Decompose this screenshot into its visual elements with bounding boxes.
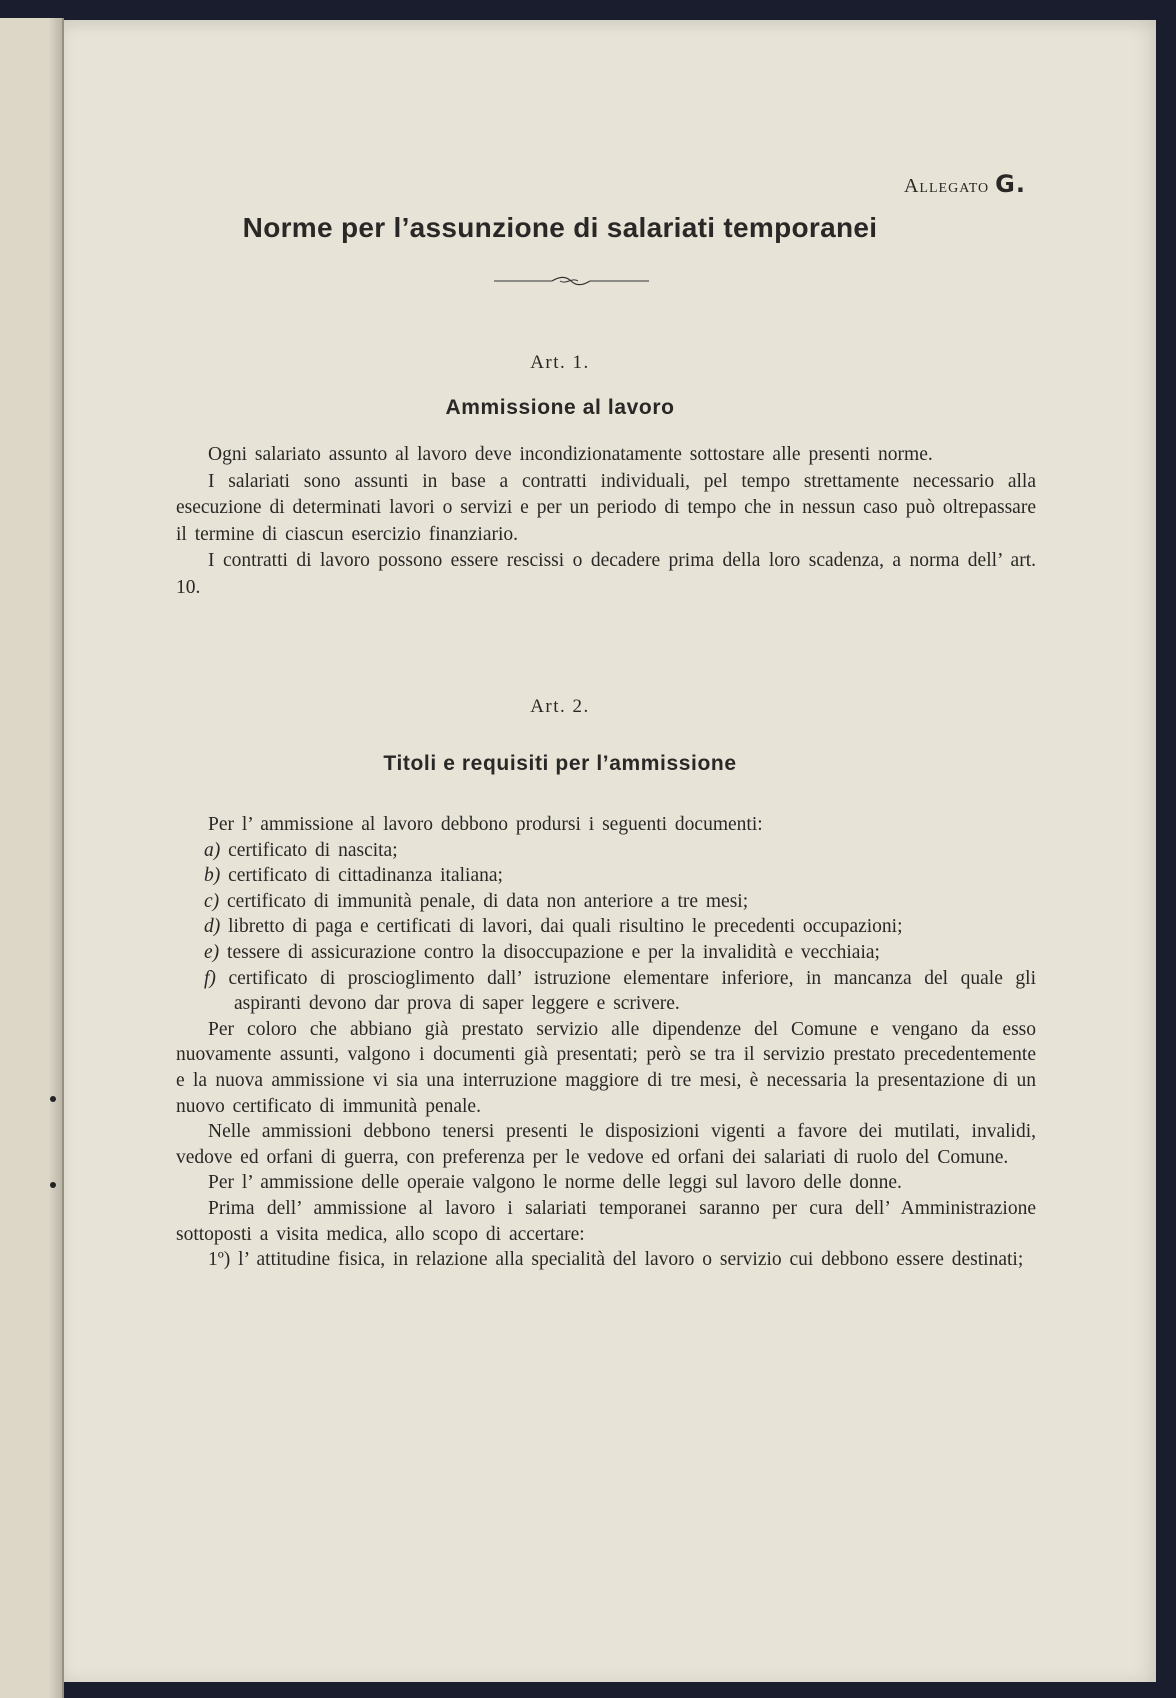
list-item-label: f) xyxy=(204,967,216,989)
documents-intro: Per l’ ammissione al lavoro debbono prodursi i seguenti documenti: xyxy=(208,814,763,835)
paragraph-text: 1º) l’ attitudine fisica, in relazione alla specialità del lavoro o servizio cui debbono essere destinati; xyxy=(208,1249,1024,1271)
paragraph: Per coloro che abbiano già prestato servizio alle dipendenze del Comune e vengano da esso nuovamente assunti, valgono i documenti già presentati; però se tra il servizio prestato precedentemente e la nuova ammissione vi sia una interruzione maggiore di tre mesi, è necessaria la presentazione di un nuovo certificato di immunità penale. xyxy=(176,1018,1036,1117)
paragraph: I salariati sono assunti in base a contratti individuali, pel tempo strettamente necessario alla esecuzione di determinati lavori o servizi e per un periodo di tempo che in nessun caso può oltrepassare il termine di ciascun esercizio finanziario. xyxy=(176,470,1036,545)
article-2-label: Art. 2. xyxy=(530,696,590,717)
article-1-body xyxy=(176,442,1036,601)
article-2-body xyxy=(176,812,1036,1273)
list-item-text: certificato di nascita; xyxy=(228,839,398,861)
annex-label xyxy=(904,170,1026,198)
document-page xyxy=(64,20,1156,1682)
paragraph xyxy=(176,1247,1036,1273)
list-item-text: certificato di cittadinanza italiana; xyxy=(228,865,503,887)
list-item-label: b) xyxy=(204,865,221,887)
list-item-text: certificato di proscioglimento dall’ istruzione elementare inferiore, in mancanza del quale gli aspiranti devono dar prova di saper leggere e scrivere. xyxy=(228,967,1036,1015)
list-item xyxy=(176,914,1036,940)
article-1-heading: Ammissione al lavoro xyxy=(445,396,675,419)
paragraph: Prima dell’ ammissione al lavoro i salariati temporanei saranno per cura dell’ Amministrazione sottoposti a visita medica, allo scopo di accertare: xyxy=(176,1197,1036,1245)
paragraph: Per l’ ammissione delle operaie valgono le norme delle leggi sul lavoro delle donne. xyxy=(208,1172,902,1194)
annex-word: Allegato xyxy=(903,175,990,197)
list-item-text: tessere di assicurazione contro la disoccupazione e per la invalidità e vecchiaia; xyxy=(227,941,880,963)
list-item-label: c) xyxy=(204,890,220,912)
list-item-label: a) xyxy=(204,839,221,861)
list-item-label: e) xyxy=(204,941,220,963)
list-item xyxy=(176,966,1036,1017)
list-item xyxy=(176,940,1036,966)
annex-letter: G. xyxy=(995,170,1026,198)
list-item-label: d) xyxy=(204,916,221,938)
list-item xyxy=(176,889,1036,915)
binding-mark xyxy=(50,1182,56,1188)
paragraph: Nelle ammissioni debbono tenersi presenti le disposizioni vigenti a favore dei mutilati, invalidi, vedove ed orfani di guerra, con preferenza per le vedove ed orfani dei salariati di ruolo del Comune. xyxy=(176,1121,1036,1168)
list-item xyxy=(176,863,1036,889)
paragraph: Ogni salariato assunto al lavoro deve incondizionatamente sottostare alle presenti norme. xyxy=(208,444,933,465)
page-title: Norme per l’assunzione di salariati temporanei xyxy=(242,212,878,243)
article-2-heading: Titoli e requisiti per l’ammissione xyxy=(383,752,737,775)
paragraph: I contratti di lavoro possono essere rescissi o decadere prima della loro scadenza, a norma dell’ art. 10. xyxy=(176,550,1036,598)
list-item-text: libretto di paga e certificati di lavori, dai quali risultino le precedenti occupazioni; xyxy=(228,916,903,938)
article-1-label: Art. 1. xyxy=(530,352,590,373)
binding-shadow xyxy=(48,18,64,1698)
title-ornament xyxy=(494,275,649,287)
list-item xyxy=(176,838,1036,864)
binding-mark xyxy=(50,1096,56,1102)
list-item-text: certificato di immunità penale, di data non anteriore a tre mesi; xyxy=(227,890,749,912)
